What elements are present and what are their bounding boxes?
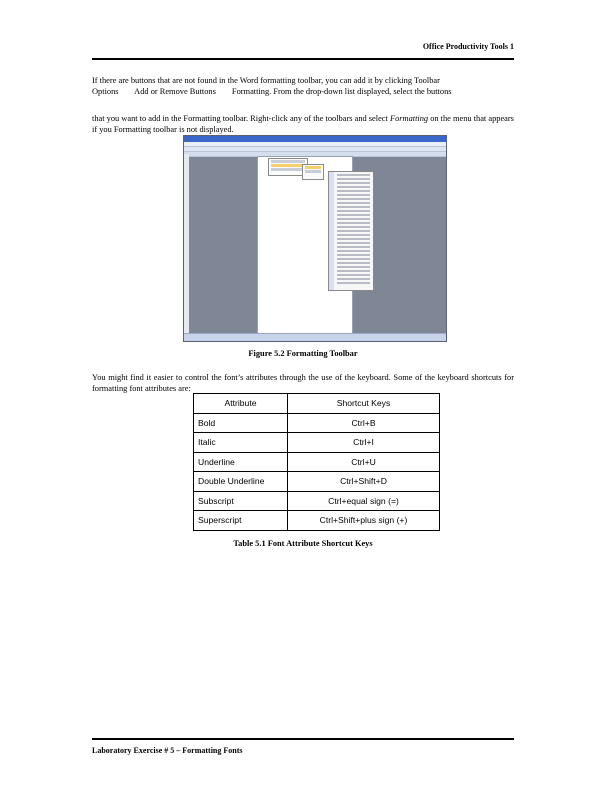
shortcut-cell: Ctrl+Shift+D (288, 472, 440, 492)
intro-line-1: If there are buttons that are not found in the Word formatting toolbar, you can add it by clicking Toolbar (92, 76, 440, 85)
running-title: Office Productivity Tools 1 (422, 42, 514, 51)
column-header-shortcut-keys: Shortcut Keys (288, 394, 440, 414)
menu-path-formatting: Formatting. (231, 87, 272, 96)
toolbar-paragraph-rest: on the menu that appears if you Formatting toolbar is not displayed. (92, 114, 514, 134)
toolbar-paragraph-text: that you want to add in the Formatting toolbar. Right-click any of the toolbars and select (92, 114, 390, 123)
page-header (92, 42, 514, 60)
table-row (194, 472, 440, 492)
shortcuts-paragraph: You might find it easier to control the font’s attributes through the use of the keyboard. Some of the keyboard shortcuts for formatting font attributes are: (92, 373, 514, 393)
table-header-row (194, 394, 440, 414)
table-row (194, 413, 440, 433)
column-header-attribute: Attribute (194, 394, 288, 414)
vertical-ruler (184, 154, 189, 334)
formatting-italic: Formatting (389, 114, 429, 123)
shortcut-cell: Ctrl+U (288, 452, 440, 472)
shortcut-cell: Ctrl+equal sign (=) (288, 491, 440, 511)
figure-caption: Figure 5.2 Formatting Toolbar (248, 349, 358, 358)
menu-path-add-remove: Add or Remove Buttons (134, 87, 216, 96)
attribute-cell: Italic (194, 433, 288, 453)
shortcut-cell: Ctrl+Shift+plus sign (+) (288, 511, 440, 531)
page-footer (92, 738, 514, 755)
buttons-dropdown-list (328, 171, 374, 291)
attribute-cell: Bold (194, 413, 288, 433)
table-caption: Table 5.1 Font Attribute Shortcut Keys (233, 539, 373, 548)
attribute-cell: Subscript (194, 491, 288, 511)
attribute-cell: Double Underline (194, 472, 288, 492)
menu-path-options: Options (92, 87, 119, 96)
attribute-cell: Underline (194, 452, 288, 472)
add-remove-submenu (302, 164, 324, 180)
intro-paragraph (92, 75, 514, 97)
intro-line-2-rest: From the drop-down list displayed, select the buttons (273, 87, 452, 96)
attribute-cell: Superscript (194, 511, 288, 531)
shortcut-cell: Ctrl+B (288, 413, 440, 433)
word-screenshot (183, 135, 447, 342)
table-row (194, 452, 440, 472)
footer-text: Laboratory Exercise # 5 – Formatting Fonts (92, 746, 243, 755)
table-row (194, 491, 440, 511)
status-bar (184, 333, 446, 341)
toolbar-paragraph (92, 113, 514, 135)
table-row (194, 511, 440, 531)
shortcut-table (193, 393, 440, 531)
shortcut-cell: Ctrl+I (288, 433, 440, 453)
table-row (194, 433, 440, 453)
